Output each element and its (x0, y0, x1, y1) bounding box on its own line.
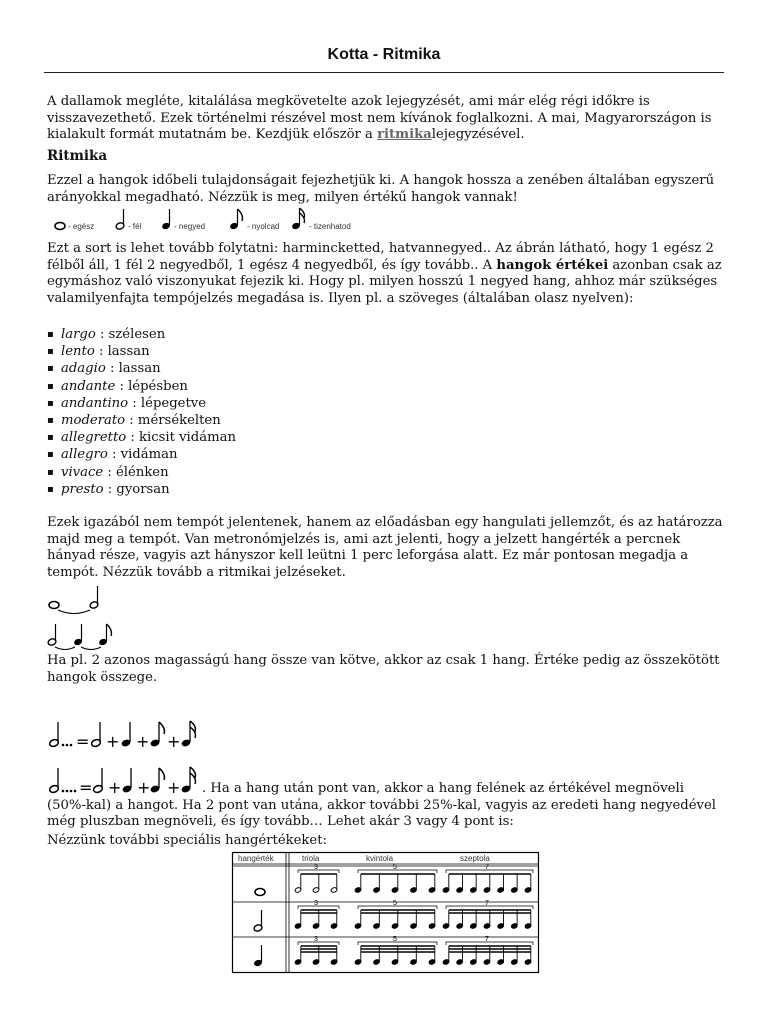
svg-text:+: + (167, 732, 181, 751)
note-label-half: - fél (128, 222, 142, 231)
tempo-list (47, 326, 236, 498)
tuplet-number: 5 (393, 864, 397, 871)
dotted-note-paragraph: . Ha a hang után pont van, akkor a hang felének az értékével megnöveli (50%-kal) a hangot. Ha 2 pont van utána, akkor további 25%-kal, vagyis az eredeti hang negyedével még pluszban megnöveli, és így tovább… Lehet akár 3 vagy 4 pont is: (47, 781, 716, 829)
tempo-meaning: : lépegetve (128, 395, 207, 411)
intro-text: A dallamok megléte, kitalálása megkövetelte azok lejegyzését, ami már elég régi időkre is visszavezethető. Ezek történelmi részével most nem kívánok foglalkozni. A mai, Magyarországon is kialakult formát mutatnám be. Kezdjük először a (47, 94, 712, 142)
tuplet-number: 3 (314, 864, 318, 871)
list-item (47, 343, 236, 360)
tempo-term: lento (61, 344, 95, 360)
tempo-meaning: : lépésben (115, 378, 188, 394)
title-divider (44, 72, 724, 73)
table-header-hangertek: hangérték (238, 854, 274, 863)
tempo-term: moderato (61, 413, 126, 429)
para2-bold: hangok értékei (496, 257, 609, 273)
tempo-term: presto (61, 481, 104, 497)
tempo-meaning: : lassan (105, 361, 161, 377)
svg-text:+: + (106, 732, 120, 751)
svg-text:+: + (137, 778, 151, 797)
tempo-term: vivace (61, 464, 104, 480)
tempo-term: andantino (61, 395, 129, 411)
list-item (47, 481, 236, 498)
list-item (47, 412, 236, 429)
tempo-term: adagio (61, 361, 106, 377)
tempo-meaning: : kicsit vidáman (126, 430, 236, 446)
tempo-meaning: : gyorsan (103, 481, 170, 497)
tempo-meaning: : élénken (103, 464, 169, 480)
table-header-kvintola: kvintola (366, 854, 394, 863)
note-label-eighth: - nyolcad (247, 222, 280, 231)
tuplet-number: 7 (485, 864, 489, 871)
list-item (47, 395, 236, 412)
intro-paragraph (47, 94, 727, 144)
table-header-szeptola: szeptola (460, 854, 490, 863)
tie-figure-whole-half (46, 585, 116, 615)
special-values-paragraph: Nézzünk további speciális hangértékeket: (47, 833, 327, 848)
tempo-meaning: : szélesen (95, 327, 166, 342)
tuplet-number: 7 (485, 900, 489, 907)
note-label-quarter: - negyed (174, 222, 206, 231)
rhythm-paragraph: Ezzel a hangok időbeli tulajdonságait fejezhetjük ki. A hangok hossza a zenében általában egyszerű arányokkal megadható. Nézzük is meg, milyen értékű hangok vannak! (47, 173, 715, 205)
intro-text-end: lejegyzésével. (431, 127, 525, 142)
svg-text:=: = (76, 732, 90, 751)
tempo-term: allegretto (61, 430, 127, 446)
table-header-triola: triola (302, 854, 320, 863)
tempo-term: andante (61, 378, 116, 394)
tuplet-number: 3 (314, 936, 318, 943)
note-values-figure (48, 206, 368, 236)
list-item (47, 378, 236, 395)
section-heading: Ritmika (47, 148, 108, 164)
tempo-meaning: : vidáman (107, 447, 178, 463)
list-item (47, 326, 236, 343)
note-values-paragraph (47, 241, 727, 307)
tuplet-number: 7 (485, 936, 489, 943)
tempo-meaning: : lassan (94, 344, 150, 360)
tempo-meaning: : mérsékelten (125, 413, 221, 429)
svg-text:+: + (167, 778, 181, 797)
svg-text:=: = (79, 778, 93, 797)
tuplet-number: 5 (393, 936, 397, 943)
tuplet-number: 5 (393, 900, 397, 907)
para2-text: Ezt a sort is lehet tovább folytatni: harmincketted, hatvannegyed.. Az ábrán látható, hogy 1 egész 2 félből áll, 1 fél 2 negyedből, 1 egész 4 negyedből, és így tovább.. A (47, 241, 714, 273)
note-label-sixteenth: - tizenhatod (309, 222, 351, 231)
list-item (47, 446, 236, 463)
list-item (47, 429, 236, 446)
dotted-note-equation-1 (46, 718, 216, 752)
tuplet-table (232, 852, 540, 974)
tempo-term: allegro (61, 447, 108, 463)
para2-text-end: azonban csak az egymáshoz való viszonyukat fejezik ki. Hogy pl. milyen hosszú 1 negyed hang, ahhoz már szükséges valamilyenfajta tempójelzés megadása is. Ilyen pl. a szöveges (általában olasz nyelven): (47, 257, 722, 306)
svg-text:+: + (108, 778, 122, 797)
list-item (47, 360, 236, 377)
tempo-term: largo (61, 327, 96, 342)
ritmika-link[interactable]: ritmika (377, 127, 432, 142)
tempo-explanation-paragraph: Ezek igazából nem tempót jelentenek, hanem az előadásban egy hangulati jellemzőt, és az határozza majd meg a tempót. Van metronómjelzés is, ami azt jelenti, hogy a jelzett hangérték a percnek hányad része, vagyis azt hányszor kell leütni 1 perc leforgása alatt. Ez már pontosan megadja a tempót. Nézzük tovább a ritmikai jelzéseket. (47, 515, 723, 580)
note-label-whole: - egész (68, 222, 95, 231)
tuplet-number: 3 (314, 900, 318, 907)
svg-text:+: + (136, 732, 150, 751)
tie-figure-half-quarter-eighth (46, 622, 116, 652)
list-item (47, 464, 236, 481)
page-title: Kotta - Ritmika (327, 46, 441, 63)
tie-paragraph: Ha pl. 2 azonos magasságú hang össze van kötve, akkor az csak 1 hang. Értéke pedig az összekötött hangok összege. (47, 653, 720, 685)
